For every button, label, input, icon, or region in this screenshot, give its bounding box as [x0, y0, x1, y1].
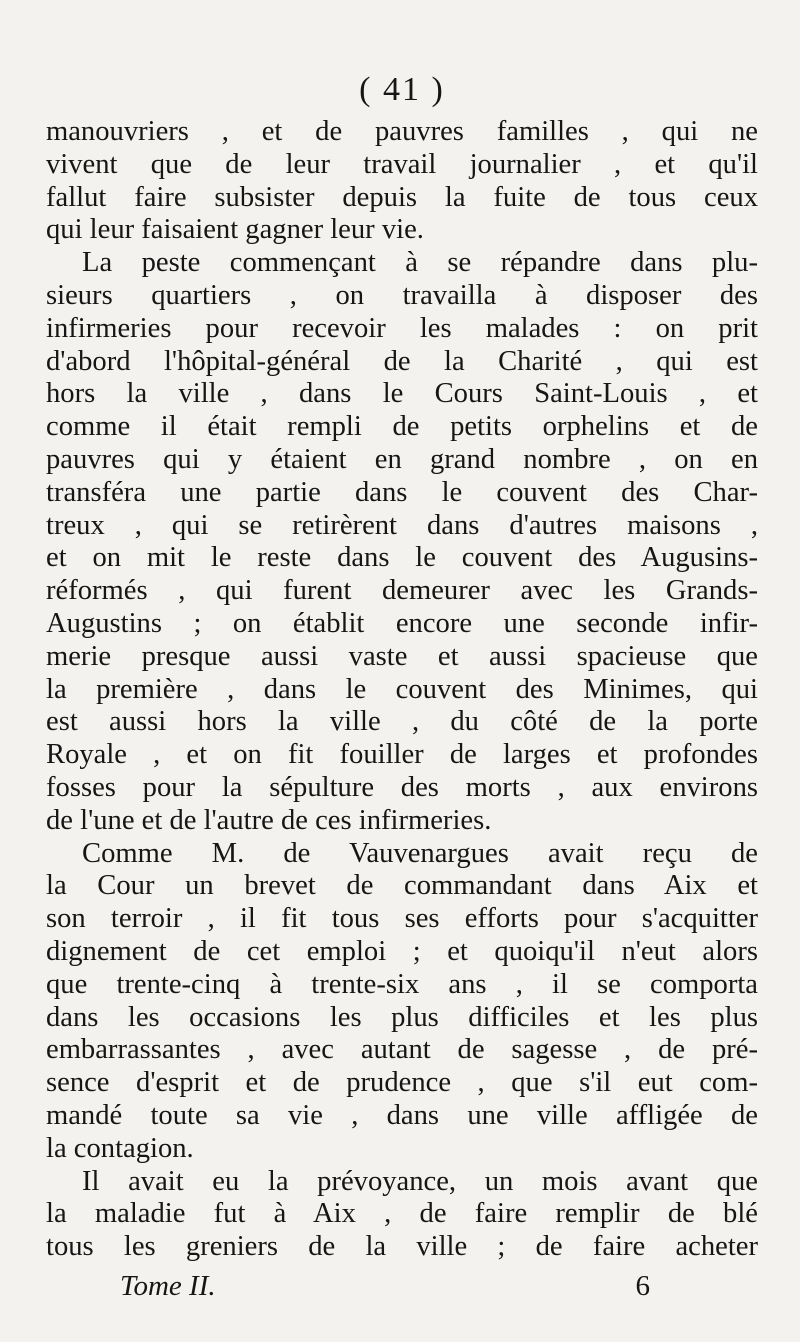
text-line: sieurs quartiers , on travailla à disposer des: [46, 279, 758, 311]
text-line: dignement de cet emploi ; et quoiqu'il n'eut alors: [46, 935, 758, 967]
text-line: Comme M. de Vauvenargues avait reçu de: [82, 837, 758, 869]
body-text: [46, 116, 758, 1264]
text-line: qui leur faisaient gagner leur vie.: [46, 214, 424, 246]
text-line: la contagion.: [46, 1132, 194, 1164]
text-line: dans les occasions les plus difficiles et les plus: [46, 1001, 758, 1033]
text-line: est aussi hors la ville , du côté de la porte: [46, 706, 758, 738]
text-line: mandé toute sa vie , dans une ville affligée de: [46, 1099, 758, 1131]
text-line: la première , dans le couvent des Minimes, qui: [46, 673, 758, 705]
text-line: son terroir , il fit tous ses efforts pour s'acquitter: [46, 903, 758, 935]
text-line: la Cour un brevet de commandant dans Aix et: [46, 870, 758, 902]
text-line: hors la ville , dans le Cours Saint-Louis , et: [46, 378, 758, 410]
page-footer: [120, 1270, 650, 1303]
text-line: d'abord l'hôpital-général de la Charité , qui est: [46, 345, 758, 377]
text-line: merie presque aussi vaste et aussi spacieuse que: [46, 640, 758, 672]
text-line: sence d'esprit et de prudence , que s'il eut com-: [46, 1067, 758, 1099]
text-line: de l'une et de l'autre de ces infirmeries.: [46, 804, 492, 836]
volume-signature: Tome II.: [120, 1270, 216, 1302]
text-line: manouvriers , et de pauvres familles , qui ne: [46, 116, 758, 147]
text-line: vivent que de leur travail journalier , et qu'il: [46, 148, 758, 180]
text-line: Royale , et on fit fouiller de larges et profondes: [46, 739, 758, 771]
text-line: tous les greniers de la ville ; de faire acheter: [46, 1231, 758, 1263]
text-line: Il avait eu la prévoyance, un mois avant que: [82, 1165, 758, 1197]
text-line: fallut faire subsister depuis la fuite de tous ceux: [46, 181, 758, 213]
text-line: réformés , qui furent demeurer avec les Grands-: [46, 575, 758, 607]
text-line: et on mit le reste dans le couvent des Augusins-: [46, 542, 758, 574]
text-line: fosses pour la sépulture des morts , aux environs: [46, 771, 758, 803]
text-line: transféra une partie dans le couvent des Char-: [46, 476, 758, 508]
text-line: la maladie fut à Aix , de faire remplir de blé: [46, 1198, 758, 1230]
text-line: treux , qui se retirèrent dans d'autres maisons ,: [46, 509, 758, 541]
text-line: La peste commençant à se répandre dans plu-: [82, 247, 758, 279]
text-line: infirmeries pour recevoir les malades : on prit: [46, 312, 758, 344]
text-line: comme il était rempli de petits orphelins et de: [46, 411, 758, 443]
text-line: que trente-cinq à trente-six ans , il se comporta: [46, 968, 758, 1000]
text-line: Augustins ; on établit encore une seconde infir-: [46, 607, 758, 639]
text-line: pauvres qui y étaient en grand nombre , on en: [46, 443, 758, 475]
page-number: ( 41 ): [359, 71, 445, 108]
text-line: embarrassantes , avec autant de sagesse , de pré-: [46, 1034, 758, 1066]
sheet-mark: 6: [635, 1270, 650, 1302]
